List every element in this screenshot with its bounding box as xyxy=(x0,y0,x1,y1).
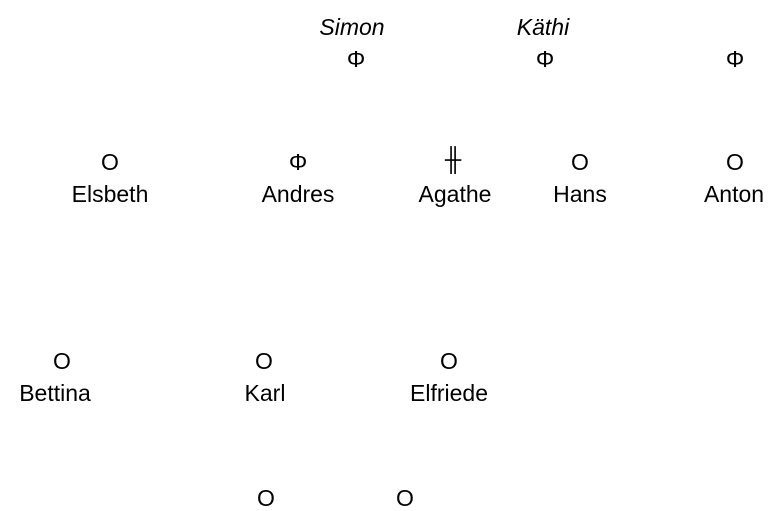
person-symbol-child-1: O xyxy=(257,485,275,511)
person-symbol-hans: O xyxy=(571,149,589,175)
person-name-andres: Andres xyxy=(261,181,335,207)
ancestor-name-simon: Simon xyxy=(319,14,385,40)
person-symbol-elfriede: O xyxy=(440,348,458,374)
person-name-elsbeth: Elsbeth xyxy=(71,181,149,207)
person-name-hans: Hans xyxy=(553,181,607,207)
person-symbol-karl: O xyxy=(255,348,273,374)
person-name-elfriede: Elfriede xyxy=(410,380,488,406)
person-symbol-elsbeth: O xyxy=(101,149,119,175)
ancestor-symbol-simon: Φ xyxy=(346,46,366,72)
person-name-agathe: Agathe xyxy=(418,181,492,207)
person-symbol-anton: O xyxy=(726,149,744,175)
ancestor-symbol-third: Φ xyxy=(725,46,745,72)
person-name-karl: Karl xyxy=(244,380,286,406)
person-name-anton: Anton xyxy=(703,181,765,207)
person-symbol-child-2: O xyxy=(396,485,414,511)
ancestor-symbol-kaethi: Φ xyxy=(535,46,555,72)
person-symbol-andres: Φ xyxy=(288,149,308,175)
person-symbol-agathe: ╫ xyxy=(444,146,462,172)
ancestor-name-kaethi: Käthi xyxy=(516,14,570,40)
person-symbol-bettina: O xyxy=(53,348,71,374)
person-name-bettina: Bettina xyxy=(19,380,91,406)
